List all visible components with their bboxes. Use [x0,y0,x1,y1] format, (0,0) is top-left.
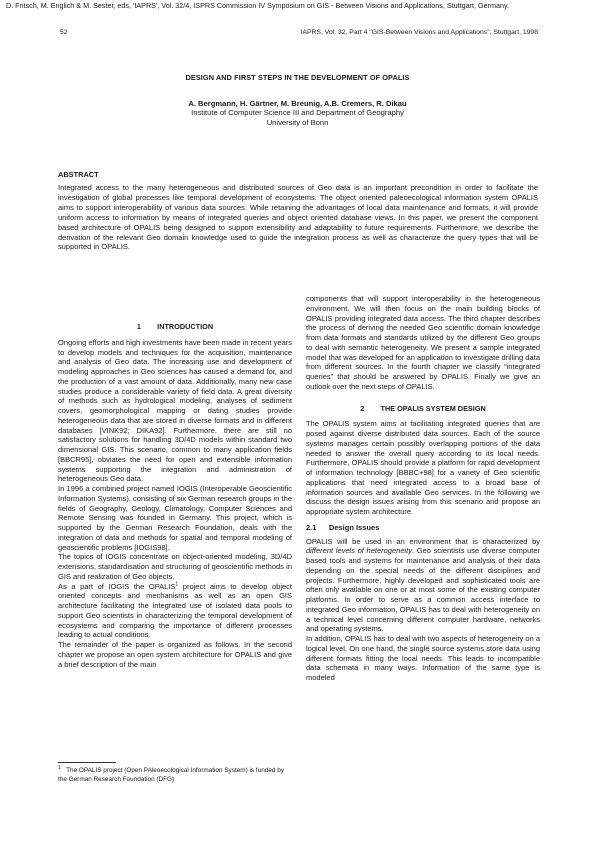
abstract-heading: ABSTRACT [58,170,99,179]
intro-paragraph-2: In 1996 a combined project named IOGIS (Interoperable Geoscientific Information Systems), consisting of six German research groups in the fields of Geography, Geology, Climatology, Computer Sciences and Remote Sensing was founded in Germany. This project, which is supported by the German Research Foundation, deals with the integration of data and methods for spatial and temporal modeling of geoscientific problems [IOGIS98]. [58,484,292,552]
affiliation-line-2: University of Bonn [266,118,329,127]
authors: A. Bergmann, H. Gärtner, M. Breunig, A.B. Cremers, R. Dikau [188,99,407,108]
footnote-divider [58,762,116,763]
section-heading-system-design: 2 THE OPALIS SYSTEM DESIGN [360,403,486,413]
page-number: 52 [60,29,68,36]
subsection-heading-design-issues: 2.1 Design Issues [306,522,380,532]
intro-paragraph-4: As a part of IOGIS the OPALIS$^1$ project aims to develop object oriented concepts and mechanisms as well as an open GIS architecture facilitating the integrated use of isolated data pools to support Geo scientists in characterizing the temporal development of ecosystems and comparing the importance of different processes leading to actual conditions. [58,581,292,640]
intro-paragraph-5: The remainder of the paper is organized as follows. In the second chapter we propose an open system architecture for OPALIS and give a brief description of the main [58,640,292,669]
footnote [58,764,292,784]
abstract-text: Integrated access to the many heterogeneous and distributed sources of Geo data is an important precondition in order to facilitate the investigation of global processes like temporal development of ecosystems. The object oriented paleoecological information system OPALIS aims to support interoperability of various data sources. While retaining the advantages of local data maintenance and formats, it will provide uniform access to information by means of integrated queries and object oriented database views. In this paper, we present the component based architecture of OPALIS being designed to support extensibility and adaptability to future requirements. Furthermore, we describe the derivation of the relevant Geo domain knowledge used to guide the integration process as well as characterize the query types that will be supported in OPALIS. [58,183,538,252]
design-paragraph-1: The OPALIS system aims at facilitating integrated queries that are posed against diverse distributed data sources. Each of the source systems manages certain possibly overlapping portions of the data needed to answer the overall query according to its local needs. Furthermore, OPALIS should provide a platform for rapid development of information technology [BBBC+98] for a variety of Geo scientific applications that need integrated access to a broad base of information sources and available Geo services. In the following we discuss the design issues arising from this scenario and propose an appropriate system architecture. [306,419,540,516]
footnote-ref: 1 [175,581,179,587]
citation-line: D. Fritsch, M. Englich & M. Sester, eds, 'IAPRS', Vol. 32/4, ISPRS Commission IV Symposium on GIS - Between Visions and Applications, Stuttgart, Germany. [6,1,510,10]
footnote-mark: 1 [58,764,61,771]
left-column [58,322,292,669]
footnote-text: The OPALIS project (Open PAleoecological Information System) is funded by the German Research Foundation (DFG) [58,767,284,783]
affiliation [0,108,595,128]
right-column [306,294,540,683]
design-paragraph-2: OPALIS will be used in an environment that is characterized by different levels of heterogeneity. Geo scientists use diverse computer based tools and systems for maintenance and analysis of their data depending on the special needs of the different disciplines and projects. Furthermore, highly developed and sophisticated tools are often only available on one or at most some of the existing computer platforms. In order to serve as a common access interface to integrated Geo information, OPALIS has to deal with heterogeneity on a technical level concerning different computer hardware, networks and operating systems. [306,536,540,634]
affiliation-line-1: Institute of Computer Science III and Department of Geography [191,108,404,117]
section-heading-introduction: 1 INTRODUCTION [136,322,214,331]
running-header: IAPRS, Vol. 32, Part 4 "GIS-Between Visions and Applications", Stuttgart, 1998 [300,29,538,36]
paper-title: DESIGN AND FIRST STEPS IN THE DEVELOPMENT OF OPALIS [185,73,410,82]
intro-paragraph-3: The topics of IOGIS concentrate on object-oriented modeling, 3D/4D extensions, standardisation and structuring of geoscientific methods in GIS and realization of Geo objects. [58,552,292,581]
intro-paragraph-1: Ongoing efforts and high investments have been made in recent years to develop models and techniques for the acquisition, maintenance and analysis of Geo data. The increasing use and development of modeling approaches in Geo sciences has caused a demand for, and the production of a vast amount of data. Additionally, many new case studies produce a considerable variety of field data. A great diversity of methods such as hydrological modeling, analyses of sediment covers, geomorphological mapping or dating studies provide heterogeneous data that are stored in diverse formats and in different databases [VINK92; DIKA92]. Furthermore, there are still no satisfactory solutions for handling 3D/4D models within standard two dimensional GIS. This scenario, common to many application fields [BBCR95], obviates the need for open and extensible information systems supporting the integration and administration of heterogeneous Geo data. [58,337,292,484]
intro-paragraph-5-continued: components that will support interoperability in the heterogeneous environment. We will then focus on the main building blocks of OPALIS providing integrated data access. The third chapter describes the process of deriving the needed Geo scientific domain knowledge from data formats and standards utilized by the different Geo groups to deal with semantic heterogeneity. We present a sample integrated model that was developed for an application to investigate drilling data from different sources. In the fourth chapter we classify “integrated queries” that should be answered by OPALIS. Finally we give an outlook over the next steps of OPALIS. [306,294,540,391]
design-paragraph-3: In addition, OPALIS has to deal with two aspects of heterogeneity on a logical level. On one hand, the single source systems store data using different formats fitting the local needs. This leads to incompatible data schemata in many ways. Information of the same type is modeled [306,634,540,682]
